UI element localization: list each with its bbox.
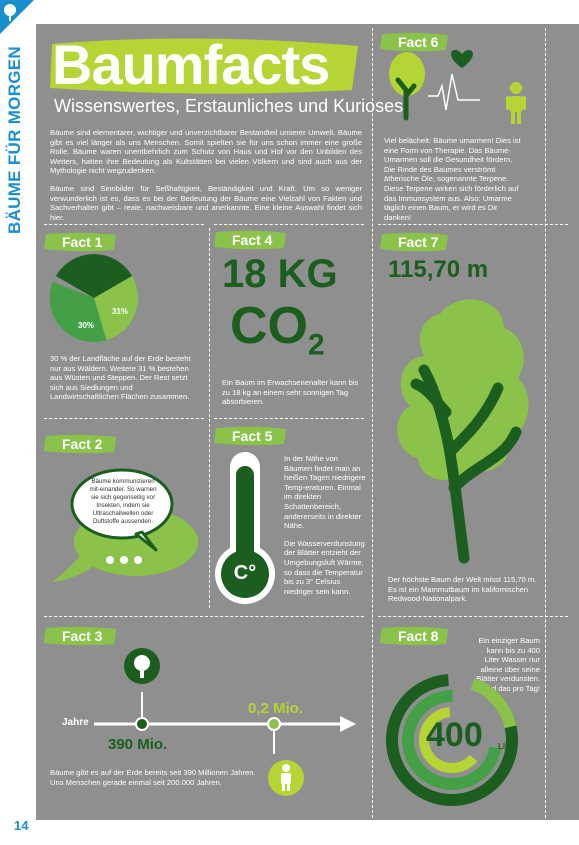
page-number: 14 <box>14 818 29 833</box>
side-title: BÄUME FÜR MORGEN <box>5 45 24 235</box>
timeline-value-trees: 390 Mio. <box>108 736 168 753</box>
divider <box>44 418 204 419</box>
fact-2-label: Fact 2 <box>44 434 118 454</box>
page-subtitle: Wissenswertes, Erstaunliches und Kurioses <box>54 96 404 116</box>
divider <box>214 418 364 419</box>
thermometer-unit: C° <box>233 562 257 584</box>
divider <box>209 228 210 608</box>
fact-8-label: Fact 8 <box>380 626 450 646</box>
fact-7-label: Fact 7 <box>380 232 450 252</box>
divider <box>378 224 568 225</box>
fact-2-bubble-text: Bäume kommunizieren mit-einander. So warnen sie sich gegenseitig vor Insekten, indem sie Ultraschallwellen oder Duftstoffe aussenden. <box>89 478 157 525</box>
timeline-point-humans <box>268 718 280 730</box>
timeline-point-trees <box>136 718 148 730</box>
fact-8-unit: Liter <box>498 742 516 751</box>
divider <box>372 28 373 818</box>
divider <box>545 28 546 818</box>
side-tab-corner <box>0 0 34 42</box>
pie-label-30: 30% <box>78 321 95 330</box>
fact-8-value: 400 <box>426 716 483 754</box>
land-pie-chart <box>48 252 140 344</box>
fact-7-text: Der höchste Baum der Welt misst 115,70 m. Es ist ein Mammutbaum im kalifornischen Redwood-Nationalpark. <box>388 575 537 604</box>
fact-5-label: Fact 5 <box>214 426 288 446</box>
fact-4-text: Ein Baum im Erwachsenenalter kann bis zu 18 kg an einem sehr sonnigen Tag absorbieren. <box>222 378 359 407</box>
divider <box>378 616 568 617</box>
hug-tree-illustration <box>380 40 540 130</box>
page-title: Baumfacts <box>52 33 330 96</box>
heartbeat-icon <box>428 74 480 110</box>
fact-4-weight: 18 KG <box>222 252 338 296</box>
timeline-axis-label: Jahre <box>62 717 89 728</box>
fact-4-label: Fact 4 <box>214 230 288 250</box>
fact-1-label: Fact 1 <box>44 232 118 252</box>
fact-6-label: Fact 6 <box>380 32 450 52</box>
fact-4-co2: $CO_2$ <box>230 297 325 362</box>
fact-3-text: Bäume gibt es auf der Erde bereits seit 390 Millionen Jahren. Uns Menschen gerade einmal seit 200.000 Jahren. <box>50 768 256 787</box>
fact-1-text: 30 % der Landfläche auf der Erde besteht nur aus Wäldern. Weitere 31 % bestehen aus Wüsten und Steppen. Der Rest setzt sich aus Siedlungen und Landwirtschaftlichen Flächen zusammen. <box>50 354 191 402</box>
person-icon <box>506 82 526 124</box>
pie-label-31: 31% <box>112 307 129 316</box>
redwood-tree-illustration <box>384 292 544 572</box>
divider <box>44 616 364 617</box>
fact-3-label: Fact 3 <box>44 626 118 646</box>
fact-8-text: Ein einziger Baum kann bis zu 400 Liter Wasser nur alleine über seine Blätter verdunsten. Und das pro Tag! <box>476 636 540 693</box>
intro-text: Bäume sind elementarer, wichtiger und unverzichtbarer Bestandteil unserer Umwelt. Bäume gibt es viel länger als uns Menschen. Somit spielten sie für uns schon immer eine große Rolle. Bäume waren unentbehrlich zum Schutz von Haus und Hof vor den Unbilden des Wetters, hatten ihre Bedeutung als Kultstätten bei vielen Völkern und sind auch aus der Mythologie nicht wegzudenken. Bäume sind Sinnbilder für Seßhaftigkeit, Beständigkeit und Kraft. Um so weniger verwunderlich ist es, dass es bei der Bedeutung der Bäume eine Vielzahl von Fakten und Sachverhalten gibt – reale, nachweisbare und anerkannte. Eine kleine Auswahl findet sich hier. <box>50 128 362 222</box>
fact-6-text: Viel belächelt: Bäume umarmen! Dies ist eine Form von Therapie. Das Bäume-Umarmen soll die Gesundheit fördern. Die Rinde des Baumes verströmt ätherische Öle, sogenannte Terpene. Diese Terpene wirken sich förderlich auf das Immunsystem aus. Also: Umarme täglich einen Baum, er wird es Dir danken! <box>384 136 521 222</box>
timeline-value-humans: 0,2 Mio. <box>248 700 304 717</box>
fact-7-height: 115,70 m <box>388 256 489 283</box>
fact-5-text: In der Nähe von Bäumen findet man an heißen Tagen niedrigere Temp-eraturen. Einmal im direkten Schattenbereich, andererseits in direkter Nähe. Die Wasserverdunstung der Blätter entzieht der Umgebungsluft Wärme, so dass die Temperatur bis zu 3° Celsius niedriger sein kann. <box>284 454 366 596</box>
heart-icon <box>451 50 473 68</box>
